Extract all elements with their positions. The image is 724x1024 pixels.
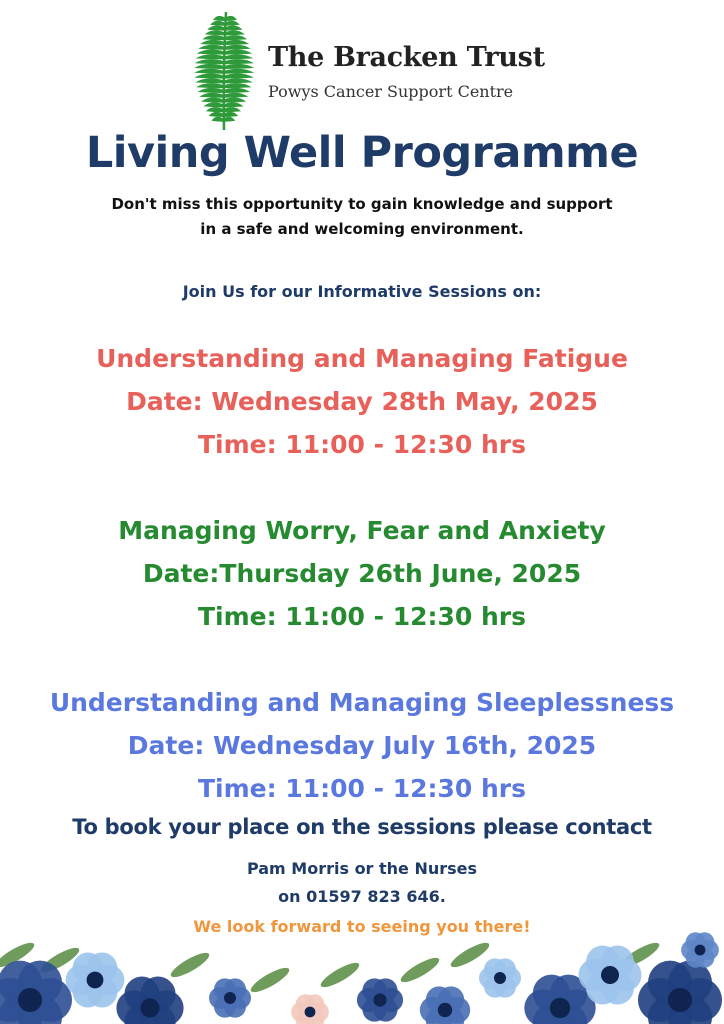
session-time: Time: 11:00 - 12:30 hrs (198, 602, 526, 631)
session-title: Understanding and Managing Sleeplessness (49, 688, 675, 717)
contact-info (0, 855, 724, 911)
session-time: Time: 11:00 - 12:30 hrs (198, 774, 526, 803)
session-anxiety (0, 509, 724, 638)
session-time: Time: 11:00 - 12:30 hrs (198, 430, 526, 459)
contact-name: Pam Morris or the Nurses (246, 859, 478, 878)
fern-icon (190, 8, 260, 133)
session-title: Managing Worry, Fear and Anxiety (118, 516, 606, 545)
session-date: Date:Thursday 26th June, 2025 (142, 559, 582, 588)
join-heading: Join Us for our Informative Sessions on: (182, 282, 542, 301)
contact-phone: on 01597 823 646. (278, 887, 446, 906)
intro-line-1: Don't miss this opportunity to gain knowledge and support (111, 195, 613, 213)
intro-text (0, 192, 724, 242)
intro-line-2: in a safe and welcoming environment. (200, 220, 524, 238)
session-title: Understanding and Managing Fatigue (96, 344, 628, 373)
org-name: The Bracken Trust (268, 42, 545, 73)
logo (190, 8, 570, 133)
closing-message: We look forward to seeing you there! (193, 917, 531, 936)
session-fatigue (0, 337, 724, 466)
session-sleeplessness (0, 681, 724, 810)
booking-heading: To book your place on the sessions please contact (72, 815, 652, 839)
org-subtitle: Powys Cancer Support Centre (268, 82, 514, 101)
page-title: Living Well Programme (85, 128, 639, 178)
session-date: Date: Wednesday July 16th, 2025 (127, 731, 597, 760)
session-date: Date: Wednesday 28th May, 2025 (126, 387, 598, 416)
